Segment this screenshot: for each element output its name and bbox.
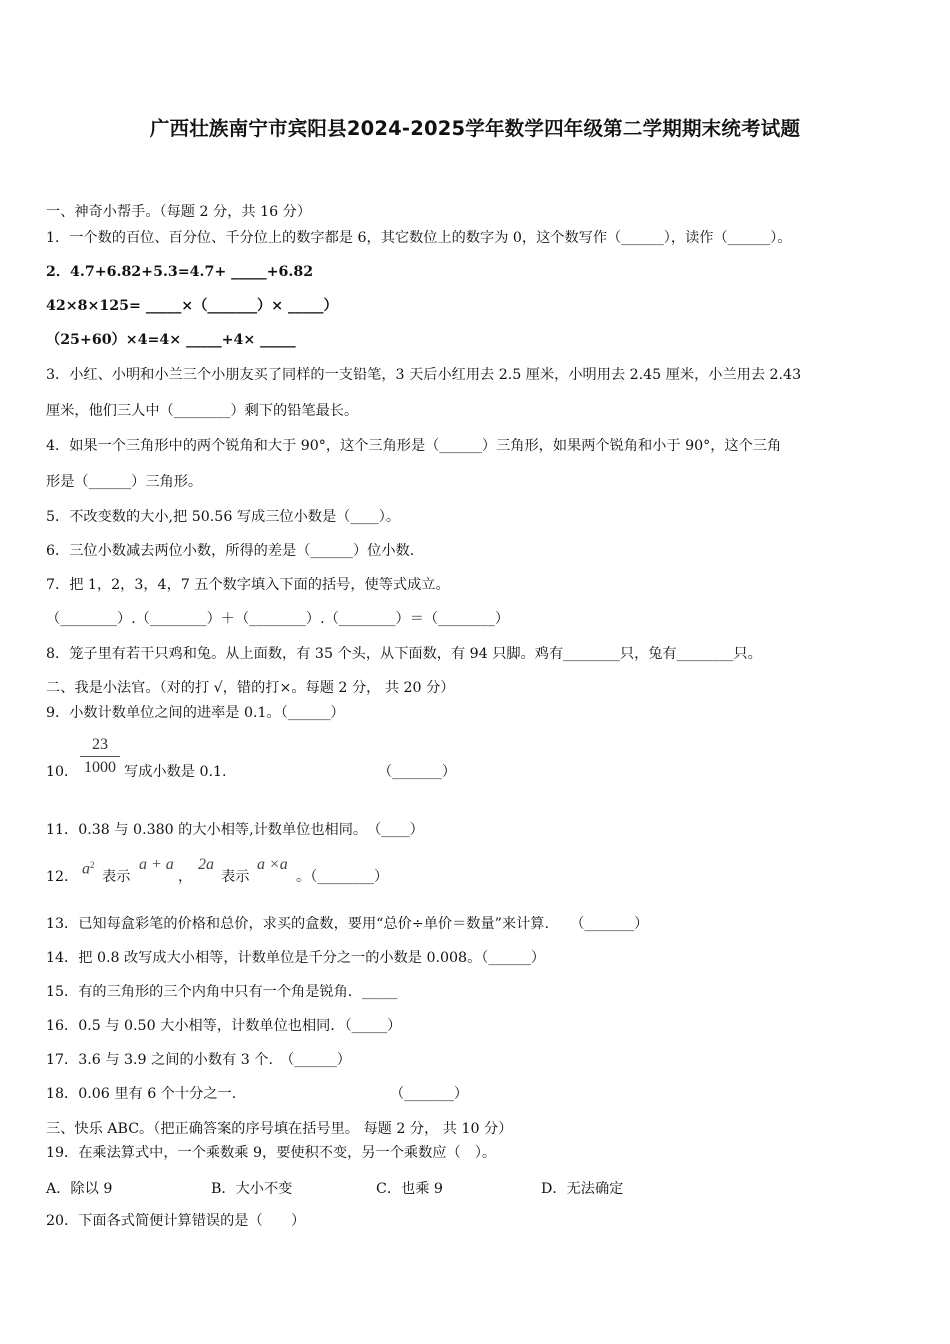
question-14: 14．把 0.8 改写成大小相等，计数单位是千分之一的小数是 0.008。（______） [46, 950, 546, 966]
question-12-word-2: 表示 [221, 869, 250, 885]
question-12-comma: ， [178, 869, 193, 885]
math-2a: 2a [198, 856, 214, 873]
question-19: 19．在乘法算式中，一个乘数乘 9，要使积不变，另一个乘数应（ ）。 [46, 1145, 497, 1161]
question-4-line-2: 形是（______）三角形。 [46, 474, 203, 490]
question-8: 8．笼子里有若干只鸡和兔。从上面数，有 35 个头，从下面数，有 94 只脚。鸡有________只，兔有________只。 [46, 646, 762, 662]
section-1-heading: 一、神奇小帮手。（每题 2 分，共 16 分） [46, 204, 312, 220]
question-17: 17．3.6 与 3.9 之间的小数有 3 个. （______） [46, 1052, 351, 1068]
question-2-line-1: 2．4.7+6.82+5.3=4.7+ _____+6.82 [46, 264, 314, 280]
section-3-heading: 三、快乐 ABC。（把正确答案的序号填在括号里。 每题 2 分， 共 10 分） [46, 1121, 513, 1137]
math-a: a [82, 860, 90, 878]
question-1: 1．一个数的百位、百分位、千分位上的数字都是 6，其它数位上的数字为 0，这个数写作（______），读作（______）。 [46, 230, 792, 246]
question-10-blank: （_______） [378, 764, 457, 780]
question-12-word-1: 表示 [102, 869, 131, 885]
question-3-line-1: 3．小红、小明和小兰三个小朋友买了同样的一支铅笔，3 天后小红用去 2.5 厘米，小明用去 2.45 厘米，小兰用去 2.43 [46, 367, 802, 383]
question-12-blank: 。（________） [296, 869, 389, 885]
question-10-label: 10． [46, 764, 79, 780]
page-title: 广西壮族南宁市宾阳县2024-2025学年数学四年级第二学期期末统考试题 [149, 117, 801, 140]
question-5: 5．不改变数的大小,把 50.56 写成三位小数是（____）。 [46, 509, 401, 525]
section-2-heading: 二、我是小法官。（对的打 √，错的打×。每题 2 分， 共 20 分） [46, 680, 455, 696]
math-exponent: 2 [90, 860, 95, 870]
fraction-bar [80, 756, 120, 757]
question-7-line-1: 7．把 1，2，3，4，7 五个数字填入下面的括号，使等式成立。 [46, 577, 450, 593]
question-15: 15．有的三角形的三个内角中只有一个角是锐角．_____ [46, 984, 398, 1000]
question-2-line-2: 42×8×125= _____×（_______）× _____） [46, 298, 338, 314]
fraction-23-over-1000 [80, 736, 120, 777]
question-16: 16．0.5 与 0.50 大小相等，计数单位也相同．（_____） [46, 1018, 402, 1034]
question-2-line-3: （25+60）×4=4× _____+4× _____ [46, 332, 296, 348]
question-6: 6．三位小数减去两位小数，所得的差是（______）位小数. [46, 543, 415, 559]
question-12-label: 12． [46, 869, 79, 885]
question-18-blank: （_______） [390, 1086, 469, 1102]
option-b: B．大小不变 [211, 1181, 293, 1197]
math-a-times-a: a ×a [257, 856, 288, 873]
question-11: 11．0.38 与 0.380 的大小相等,计数单位也相同。 （____） [46, 822, 424, 838]
question-20: 20．下面各式简便计算错误的是（ ） [46, 1213, 306, 1229]
fraction-numerator: 23 [92, 736, 108, 753]
question-9: 9．小数计数单位之间的进率是 0.1。（______） [46, 705, 345, 721]
question-18-text: 18．0.06 里有 6 个十分之一. [46, 1086, 237, 1102]
question-3-line-2: 厘米，他们三人中（________）剩下的铅笔最长。 [46, 403, 359, 419]
math-a-squared [82, 856, 95, 879]
question-4-line-1: 4．如果一个三角形中的两个锐角和大于 90°，这个三角形是（______）三角形，如果两个锐角和小于 90°，这个三角 [46, 438, 782, 454]
option-a: A．除以 9 [46, 1181, 113, 1197]
fraction-denominator: 1000 [84, 759, 116, 776]
option-d: D．无法确定 [541, 1181, 624, 1197]
math-a-plus-a: a + a [139, 856, 174, 873]
question-10-text: 写成小数是 0.1. [124, 764, 227, 780]
question-13: 13．已知每盒彩笔的价格和总价，求买的盒数，要用“总价÷单价＝数量”来计算. （_______） [46, 916, 649, 932]
option-c: C．也乘 9 [376, 1181, 443, 1197]
question-7-line-2: （________）.（________）＋（________）.（________）＝（________） [46, 611, 510, 627]
